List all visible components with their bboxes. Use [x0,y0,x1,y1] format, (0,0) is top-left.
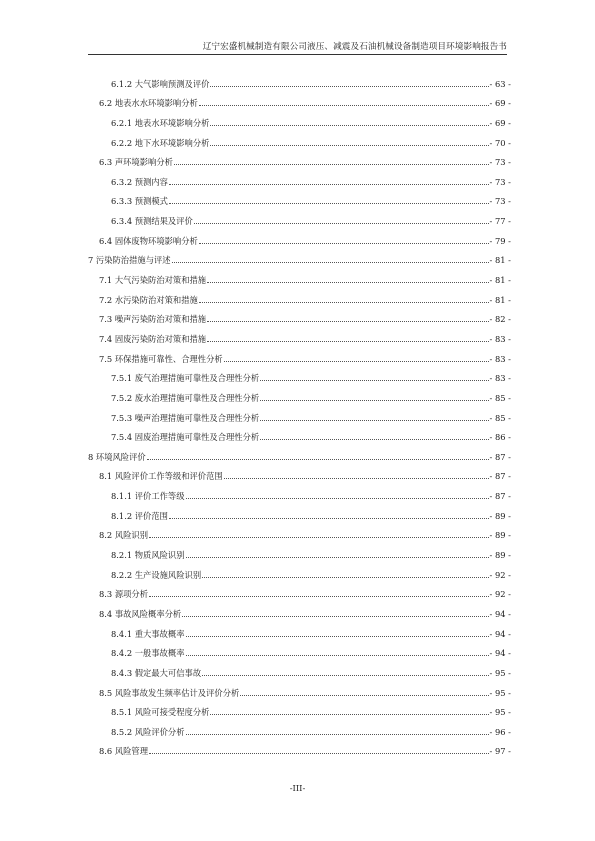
toc-entry-title: 6.3 声环境影响分析 [99,157,173,168]
toc-entry-title: 8.5.1 风险可接受程度分析 [111,707,210,718]
toc-entry[interactable] [88,482,511,502]
toc-entry[interactable] [88,266,511,286]
toc-entry-title: 8.4.3 假定最大可信事故 [111,667,202,678]
toc-entry-page: - 73 - [489,176,511,187]
toc-entry-page: - 81 - [489,255,511,266]
toc-entry[interactable] [88,188,511,208]
toc-entry-page: - 85 - [489,412,511,423]
toc-entry-title: 8.2.1 物质风险识别 [111,550,185,561]
toc-entry-page: - 69 - [489,117,511,128]
toc-entry-title: 8.1.1 评价工作等级 [111,491,185,502]
toc-entry-title: 7 污染防治措施与评述 [88,255,171,266]
toc-entry-page: - 89 - [489,530,511,541]
toc-entry[interactable] [88,345,511,365]
toc-entry[interactable] [88,581,511,601]
dot-leader [260,439,488,440]
dot-leader [169,518,489,519]
toc-entry-page: - 92 - [489,589,511,600]
dot-leader [199,243,489,244]
toc-entry-title: 8 环境风险评价 [88,451,146,462]
toc-entry[interactable] [88,325,511,345]
toc-entry[interactable] [88,699,511,719]
toc-entry-title: 6.3.3 预测模式 [111,196,168,207]
toc-entry[interactable] [88,207,511,227]
toc-entry-page: - 96 - [489,726,511,737]
toc-entry-page: - 94 - [489,648,511,659]
toc-entry-title: 7.2 水污染防治对策和措施 [99,294,198,305]
dot-leader [174,164,489,165]
toc-entry[interactable] [88,718,511,738]
toc-entry-title: 6.2 地表水水环境影响分析 [99,98,198,109]
toc-entry-page: - 63 - [489,78,511,89]
dot-leader [169,184,489,185]
toc-entry[interactable] [88,443,511,463]
toc-entry-page: - 83 - [489,353,511,364]
dot-leader [210,125,488,126]
toc-entry-page: - 92 - [489,569,511,580]
toc-entry-page: - 95 - [489,687,511,698]
toc-entry-title: 7.5.3 噪声治理措施可靠性及合理性分析 [111,412,260,423]
dot-leader [182,616,488,617]
toc-entry[interactable] [88,522,511,542]
toc-entry-title: 6.2.1 地表水环境影响分析 [111,117,210,128]
toc-entry[interactable] [88,620,511,640]
toc-entry-title: 7.5.2 废水治理措施可靠性及合理性分析 [111,392,260,403]
toc-entry-title: 8.4 事故风险概率分析 [99,608,182,619]
toc-entry[interactable] [88,502,511,522]
toc-entry-title: 7.5.1 废气治理措施可靠性及合理性分析 [111,373,260,384]
dot-leader [186,498,489,499]
toc-entry-title: 7.5 环保措施可靠性、合理性分析 [99,353,223,364]
toc-entry-title: 8.5 风险事故发生频率估计及评价分析 [99,687,240,698]
dot-leader [149,596,489,597]
toc-entry[interactable] [88,149,511,169]
toc-entry-page: - 97 - [489,746,511,757]
toc-entry[interactable] [88,541,511,561]
dot-leader [260,400,488,401]
toc-entry-page: - 87 - [489,451,511,462]
toc-entry[interactable] [88,640,511,660]
page-header [88,38,507,55]
toc-entry[interactable] [88,463,511,483]
toc-entry-title: 8.2.2 生产设施风险识别 [111,569,202,580]
toc-entry-page: - 73 - [489,196,511,207]
toc-entry-title: 6.3.2 预测内容 [111,176,168,187]
toc-entry-page: - 83 - [489,373,511,384]
toc-entry-title: 7.1 大气污染防治对策和措施 [99,275,207,286]
dot-leader [172,262,489,263]
dot-leader [169,203,489,204]
dot-leader [207,321,488,322]
toc-entry-page: - 87 - [489,491,511,502]
toc-entry-page: - 73 - [489,157,511,168]
dot-leader [260,420,488,421]
toc-entry-title: 6.4 固体废物环境影响分析 [99,235,198,246]
dot-leader [260,380,488,381]
toc-entry-page: - 89 - [489,510,511,521]
toc-entry-page: - 81 - [489,294,511,305]
toc-entry[interactable] [88,561,511,581]
toc-entry-title: 8.2 风险识别 [99,530,149,541]
toc-entry-page: - 89 - [489,550,511,561]
toc-entry[interactable] [88,168,511,188]
toc-entry[interactable] [88,384,511,404]
toc-entry[interactable] [88,738,511,758]
toc-entry-title: 8.5.2 风险评价分析 [111,726,185,737]
toc-entry-page: - 85 - [489,392,511,403]
dot-leader [199,105,489,106]
dot-leader [210,86,488,87]
toc-entry[interactable] [88,247,511,267]
dot-leader [186,734,489,735]
toc-entry[interactable] [88,679,511,699]
dot-leader [207,341,488,342]
toc-entry-page: - 95 - [489,667,511,678]
toc-entry-page: - 83 - [489,333,511,344]
toc-entry[interactable] [88,365,511,385]
toc-entry[interactable] [88,286,511,306]
dot-leader [202,577,488,578]
toc-entry[interactable] [88,659,511,679]
dot-leader [210,145,488,146]
dot-leader [186,636,489,637]
dot-leader [224,361,489,362]
toc-entry-page: - 82 - [489,314,511,325]
toc-entry-page: - 94 - [489,608,511,619]
toc-entry-title: 8.1.2 评价范围 [111,510,168,521]
toc-entry[interactable] [88,70,511,90]
toc-entry-title: 6.2.2 地下水环境影响分析 [111,137,210,148]
dot-leader [240,695,488,696]
toc-entry-page: - 70 - [489,137,511,148]
dot-leader [149,537,489,538]
toc-entry-title: 8.1 风险评价工作等级和评价范围 [99,471,223,482]
toc-entry-title: 8.3 源项分析 [99,589,149,600]
toc-entry-page: - 77 - [489,216,511,227]
dot-leader [186,557,489,558]
toc-entry-page: - 95 - [489,707,511,718]
toc-entry-title: 8.4.2 一般事故概率 [111,648,185,659]
toc-entry-title: 6.1.2 大气影响预测及评价 [111,78,210,89]
dot-leader [202,675,488,676]
toc-entry[interactable] [88,227,511,247]
dot-leader [147,459,489,460]
dot-leader [210,714,488,715]
dot-leader [149,753,489,754]
toc-entry-title: 7.3 噪声污染防治对策和措施 [99,314,207,325]
toc-entry-page: - 87 - [489,471,511,482]
table-of-contents [88,70,511,757]
toc-entry-title: 7.4 固废污染防治对策和措施 [99,333,207,344]
toc-entry[interactable] [88,424,511,444]
toc-entry-page: - 69 - [489,98,511,109]
toc-entry-page: - 86 - [489,432,511,443]
dot-leader [207,282,488,283]
dot-leader [186,655,489,656]
toc-entry-page: - 94 - [489,628,511,639]
dot-leader [194,223,489,224]
toc-entry[interactable] [88,404,511,424]
dot-leader [224,478,489,479]
toc-entry-title: 8.6 风险管理 [99,746,149,757]
header-title: 辽宁宏盛机械制造有限公司液压、减震及石油机械设备制造项目环境影响报告书 [202,42,507,52]
page-number: -III- [289,783,306,793]
toc-entry[interactable] [88,90,511,110]
dot-leader [199,302,489,303]
toc-entry[interactable] [88,129,511,149]
toc-entry-title: 7.5.4 固废治理措施可靠性及合理性分析 [111,432,260,443]
toc-entry[interactable] [88,306,511,326]
toc-entry-title: 6.3.4 预测结果及评价 [111,216,193,227]
toc-entry-page: - 81 - [489,275,511,286]
toc-entry[interactable] [88,600,511,620]
toc-entry-title: 8.4.1 重大事故概率 [111,628,185,639]
toc-entry[interactable] [88,109,511,129]
toc-entry-page: - 79 - [489,235,511,246]
